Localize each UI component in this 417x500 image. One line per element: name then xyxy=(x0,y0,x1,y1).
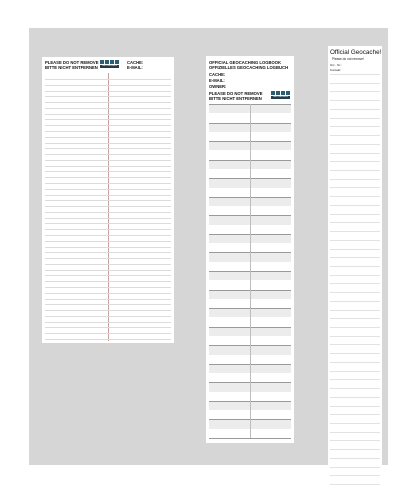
ruled-line xyxy=(45,229,171,230)
ruled-line xyxy=(45,154,171,155)
ruled-line xyxy=(330,310,380,311)
ruled-line xyxy=(45,166,171,167)
ruled-line xyxy=(45,339,171,340)
ruled-line xyxy=(45,299,171,300)
ruled-line xyxy=(330,458,380,459)
ruled-line xyxy=(45,160,171,161)
ruled-line xyxy=(330,397,380,398)
notice-german: BITTE NICHT ENTFERNEN xyxy=(209,96,262,101)
ruled-line xyxy=(45,189,171,190)
strip-subtitle: Please do not remove! xyxy=(332,57,364,61)
ruled-line xyxy=(45,235,171,236)
ruled-line xyxy=(330,432,380,433)
ruled-line xyxy=(330,467,380,468)
cache-label: CACHE: xyxy=(209,72,226,77)
ruled-line xyxy=(45,119,171,120)
owner-label: Kontakt: xyxy=(330,68,342,72)
ruled-line xyxy=(45,316,171,317)
ruled-line xyxy=(45,333,171,334)
ruled-line xyxy=(45,102,171,103)
ruled-line xyxy=(330,336,380,337)
ruled-line xyxy=(330,484,380,485)
ruled-line xyxy=(330,249,380,250)
ruled-line xyxy=(45,85,171,86)
ruled-line xyxy=(45,281,171,282)
ruled-line xyxy=(45,275,171,276)
ruled-line xyxy=(330,283,380,284)
strip-title: Official Geocache! xyxy=(330,49,382,56)
ruled-line xyxy=(330,257,380,258)
ruled-line xyxy=(330,388,380,389)
ruled-line xyxy=(330,214,380,215)
ruled-line xyxy=(330,83,380,84)
notice-english: PLEASE DO NOT REMOVE xyxy=(45,60,99,65)
ruled-line xyxy=(330,266,380,267)
ruled-line xyxy=(330,135,380,136)
canvas xyxy=(29,28,388,465)
ruled-line xyxy=(330,109,380,110)
ruled-line xyxy=(330,344,380,345)
ruled-line xyxy=(330,414,380,415)
ruled-line xyxy=(330,161,380,162)
ruled-line xyxy=(45,200,171,201)
ruled-line xyxy=(330,318,380,319)
ruled-line xyxy=(45,270,171,271)
ruled-line xyxy=(45,218,171,219)
ruled-line xyxy=(330,196,380,197)
logbook-title-english: OFFICIAL GEOCACHING LOGBOOK xyxy=(209,60,282,65)
ruled-line xyxy=(45,223,171,224)
ruled-line xyxy=(330,100,380,101)
logo-text: GEOCACHING xyxy=(102,65,117,67)
ruled-line xyxy=(45,177,171,178)
ruled-line xyxy=(330,449,380,450)
ruled-line xyxy=(45,148,171,149)
ruled-line xyxy=(45,247,171,248)
ruled-line xyxy=(45,304,171,305)
ruled-line xyxy=(330,91,380,92)
ruled-line xyxy=(330,231,380,232)
ruled-line xyxy=(45,171,171,172)
ruled-line xyxy=(45,79,171,80)
ruled-line xyxy=(330,179,380,180)
ruled-line xyxy=(330,187,380,188)
ruled-line xyxy=(330,423,380,424)
ruled-line xyxy=(330,222,380,223)
email-label: E-MAIL: xyxy=(209,78,225,83)
ruled-line xyxy=(330,170,380,171)
notice-german: BITTE NICHT ENTFERNEN xyxy=(45,65,98,70)
ruled-line xyxy=(330,74,380,75)
ruled-line xyxy=(330,126,380,127)
ruled-line xyxy=(45,212,171,213)
ruled-line xyxy=(330,292,380,293)
logsheet-two-column xyxy=(42,57,174,343)
ruled-line xyxy=(330,275,380,276)
ruled-line xyxy=(45,131,171,132)
gc-number-label: GC - Nr.: xyxy=(330,63,342,67)
email-label: E-MAIL: xyxy=(127,65,143,70)
column-divider xyxy=(250,104,251,438)
owner-label: OWNER: xyxy=(209,84,227,89)
ruled-line xyxy=(45,327,171,328)
ruled-line xyxy=(330,353,380,354)
ruled-line xyxy=(330,379,380,380)
ruled-line xyxy=(330,301,380,302)
logo-text: GEOCACHING xyxy=(273,96,288,98)
ruled-line xyxy=(45,258,171,259)
ruled-line xyxy=(45,293,171,294)
ruled-line xyxy=(45,183,171,184)
ruled-line xyxy=(330,406,380,407)
ruled-line xyxy=(330,205,380,206)
ruled-line xyxy=(330,440,380,441)
ruled-line xyxy=(330,153,380,154)
logbook-title-german: OFFIZIELLES GEOCACHING LOGBUCH xyxy=(209,65,289,70)
row-divider xyxy=(209,438,291,439)
ruled-line xyxy=(330,475,380,476)
ruled-line xyxy=(330,144,380,145)
ruled-line xyxy=(45,322,171,323)
narrow-logstrip xyxy=(328,46,382,488)
ruled-line xyxy=(45,206,171,207)
ruled-line xyxy=(45,143,171,144)
ruled-line xyxy=(45,264,171,265)
ruled-line xyxy=(45,137,171,138)
ruled-line xyxy=(330,362,380,363)
ruled-line xyxy=(45,125,171,126)
geocaching-logo xyxy=(100,60,119,68)
geocaching-logo xyxy=(271,91,290,99)
notice-english: PLEASE DO NOT REMOVE xyxy=(209,91,263,96)
ruled-line xyxy=(45,108,171,109)
ruled-line xyxy=(45,310,171,311)
ruled-line xyxy=(330,327,380,328)
ruled-line xyxy=(330,371,380,372)
ruled-line xyxy=(45,241,171,242)
ruled-line xyxy=(45,287,171,288)
ruled-line xyxy=(45,91,171,92)
cache-label: CACHE: xyxy=(127,60,144,65)
logbook-sheet xyxy=(206,56,294,443)
ruled-line xyxy=(45,114,171,115)
ruled-line xyxy=(45,96,171,97)
ruled-line xyxy=(330,240,380,241)
ruled-line xyxy=(330,118,380,119)
ruled-line xyxy=(45,195,171,196)
ruled-line xyxy=(45,252,171,253)
